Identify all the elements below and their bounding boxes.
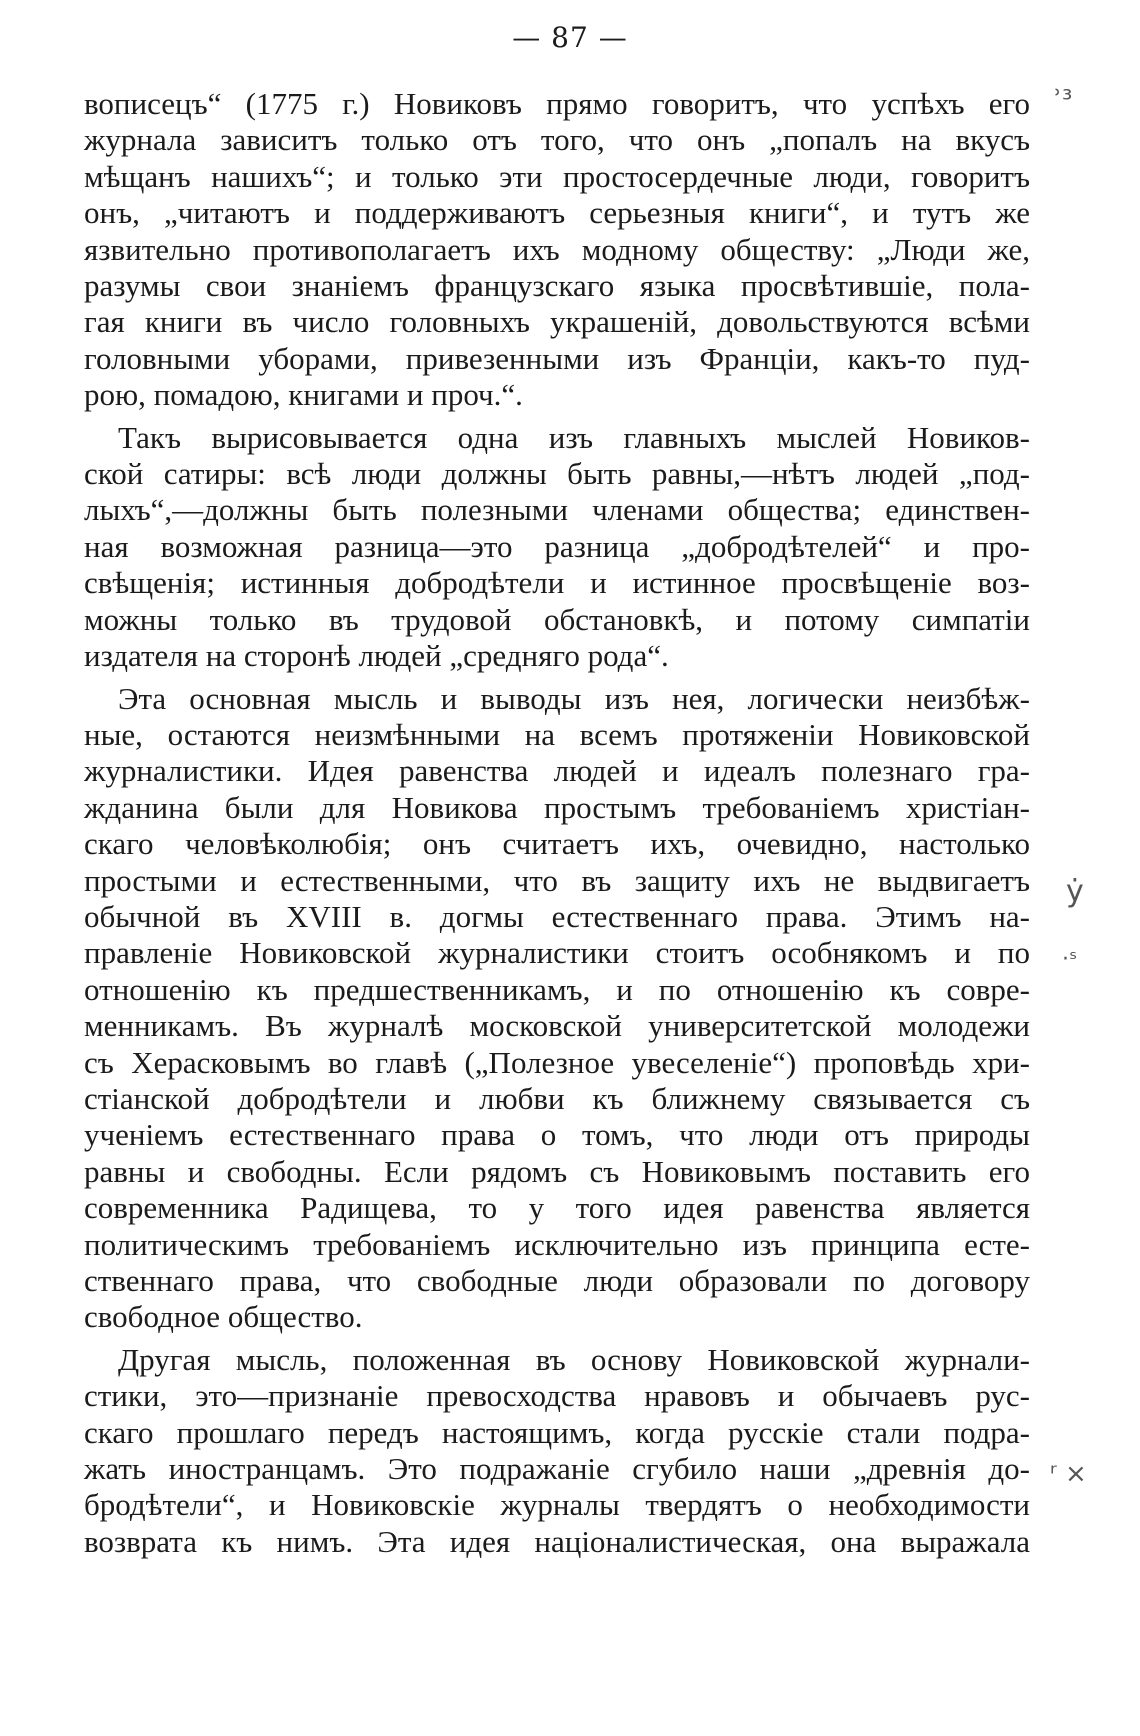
text-line: Другая мысль, положенная въ основу Новиковской журнали- xyxy=(118,1341,1030,1377)
text-line: съ Херасковымъ во главѣ („Полезное увеселеніе“) проповѣдь хри- xyxy=(84,1044,1030,1080)
text-line: ные, остаются неизмѣнными на всемъ протяженіи Новиковской xyxy=(84,716,1030,752)
text-line: издателя на сторонѣ людей „средняго рода“. xyxy=(84,638,669,674)
text-line: можны только въ трудовой обстановкѣ, и потому симпатіи xyxy=(84,601,1030,637)
text-line: Такъ вырисовывается одна изъ главныхъ мыслей Новиков- xyxy=(118,419,1030,455)
margin-note: ʳ × xyxy=(1050,1459,1087,1489)
text-line: журналистики. Идея равенства людей и идеалъ полезнаго гра- xyxy=(84,753,1030,789)
text-line: менникамъ. Въ журналѣ московской университетской молодежи xyxy=(84,1008,1030,1044)
text-line: ской сатиры: всѣ люди должны быть равны,—нѣтъ людей „под- xyxy=(84,456,1030,492)
text-line: жданина были для Новикова простымъ требованіемъ христіан- xyxy=(84,789,1030,825)
paragraph xyxy=(84,420,1030,675)
text-line: стики, это—признаніе превосходства нравовъ и обычаевъ рус- xyxy=(84,1378,1030,1414)
text-line: онъ, „читаютъ и поддерживаютъ серьезныя книги“, и тутъ же xyxy=(84,195,1030,231)
text-line: разумы свои знаніемъ французскаго языка просвѣтившіе, пола- xyxy=(84,268,1030,304)
text-line: гая книги въ число головныхъ украшеній, довольствуются всѣми xyxy=(84,304,1030,340)
text-line: политическимъ требованіемъ исключительно изъ принципа есте- xyxy=(84,1226,1030,1262)
text-line: правленіе Новиковской журналистики стоитъ особнякомъ и по xyxy=(84,935,1030,971)
text-line: Эта основная мысль и выводы изъ нея, логически неизбѣж- xyxy=(118,680,1030,716)
text-line: ученіемъ естественнаго права о томъ, что люди отъ природы xyxy=(84,1117,1030,1153)
body-text xyxy=(84,86,1030,1566)
text-line: стіанской добродѣтели и любви къ ближнему связывается съ xyxy=(84,1080,1030,1116)
text-line: журнала зависитъ только отъ того, что онъ „попалъ на вкусъ xyxy=(84,122,1030,158)
text-line: скаго человѣколюбія; онъ считаетъ ихъ, очевидно, настолько xyxy=(84,826,1030,862)
text-line: ственнаго права, что свободные люди образовали по договору xyxy=(84,1263,1030,1298)
text-line: рою, помадою, книгами и проч.“. xyxy=(84,377,523,413)
text-line: равны и свободны. Если рядомъ съ Новиковымъ поставить его xyxy=(84,1153,1030,1189)
page-number: — 87 — xyxy=(512,21,628,54)
text-line: лыхъ“,—должны быть полезными членами общества; единствен- xyxy=(84,492,1030,528)
text-line: простыми и естественными, что въ защиту ихъ не выдвигаетъ xyxy=(84,862,1030,898)
paragraph xyxy=(84,1342,1030,1560)
text-line: язвительно противополагаетъ ихъ модному обществу: „Люди же, xyxy=(84,231,1030,267)
text-line: бродѣтели“, и Новиковскіе журналы твердятъ о необходимости xyxy=(84,1487,1030,1523)
text-line: мѣщанъ нашихъ“; и только эти простосердечные люди, говоритъ xyxy=(84,158,1030,194)
text-line: вописецъ“ (1775 г.) Новиковъ прямо говоритъ, что успѣхъ его xyxy=(84,86,1030,121)
margin-note: ẏ xyxy=(1066,874,1084,909)
text-line: головными уборами, привезенными изъ Франціи, какъ-то пуд- xyxy=(84,340,1030,376)
text-line: ная возможная разница—это разница „добродѣтелей“ и про- xyxy=(84,528,1030,564)
text-line: обычной въ XVIII в. догмы естественнаго права. Этимъ на- xyxy=(84,898,1030,934)
margin-note: ·ˢ xyxy=(1062,947,1078,972)
text-line: отношенію къ предшественникамъ, и по отношенію къ совре- xyxy=(84,971,1030,1007)
text-line: скаго прошлаго передъ настоящимъ, когда русскіе стали подра- xyxy=(84,1414,1030,1450)
text-line: свѣщенія; истинныя добродѣтели и истинное просвѣщеніе воз- xyxy=(84,565,1030,601)
paragraph xyxy=(84,86,1030,414)
text-line: современника Радищева, то у того идея равенства является xyxy=(84,1190,1030,1226)
paragraph xyxy=(84,681,1030,1336)
margin-note: ʾ³ xyxy=(1054,85,1073,115)
text-line: возврата къ нимъ. Эта идея націоналистическая, она выражала xyxy=(84,1523,1030,1559)
text-line: жать иностранцамъ. Это подражаніе сгубило наши „древнія до- xyxy=(84,1451,1030,1487)
text-line: свободное общество. xyxy=(84,1299,363,1335)
